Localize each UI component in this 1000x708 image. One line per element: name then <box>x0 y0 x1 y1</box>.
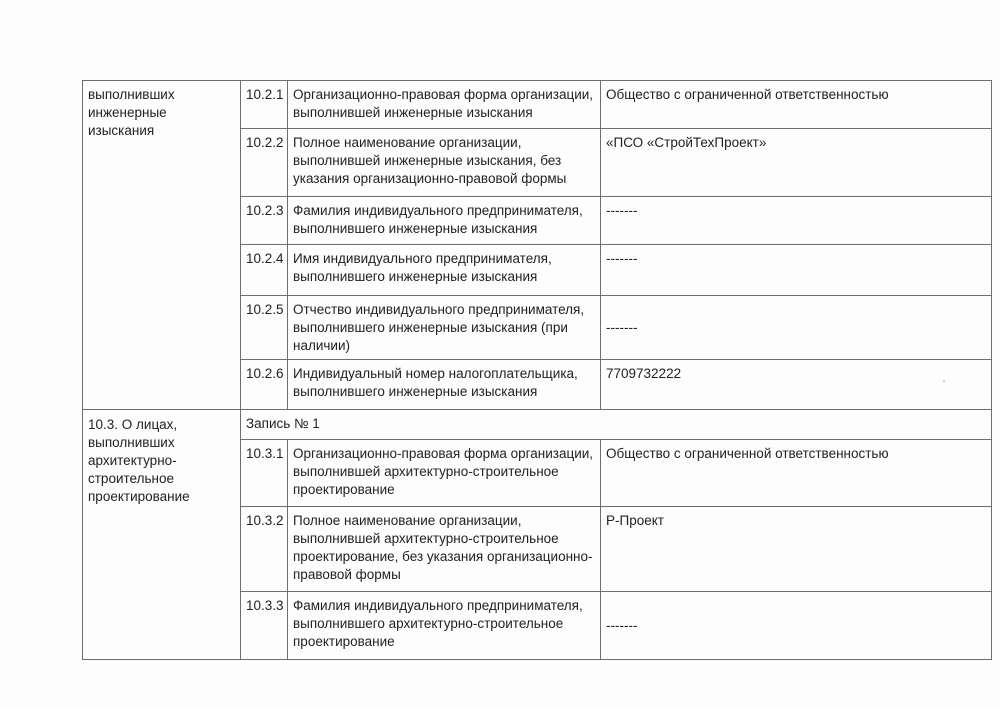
row-description: Организационно-правовая форма организации, выполнившей архитектурно-строительное проектирование <box>288 440 601 507</box>
row-description: Организационно-правовая форма организации, выполнившей инженерные изыскания <box>288 81 601 129</box>
record-label: Запись № 1 <box>241 410 992 440</box>
row-description: Индивидуальный номер налогоплательщика, выполнившего инженерные изыскания <box>288 360 601 410</box>
row-value: ------- <box>601 245 992 296</box>
row-number: 10.3.3 <box>241 592 288 660</box>
row-number: 10.2.4 <box>241 245 288 296</box>
row-number: 10.3.2 <box>241 507 288 592</box>
row-description: Полное наименование организации, выполнившей инженерные изыскания, без указания организационно-правовой формы <box>288 129 601 197</box>
row-value: «ПСО «СтройТехПроект» <box>601 129 992 197</box>
row-description: Фамилия индивидуального предпринимателя, выполнившего архитектурно-строительное проектирование <box>288 592 601 660</box>
row-number: 10.2.5 <box>241 296 288 360</box>
row-number: 10.2.2 <box>241 129 288 197</box>
table-row <box>83 410 992 440</box>
row-value: Общество с ограниченной ответственностью <box>601 440 992 507</box>
row-description: Имя индивидуального предпринимателя, выполнившего инженерные изыскания <box>288 245 601 296</box>
row-description: Полное наименование организации, выполнившей архитектурно-строительное проектирование, без указания организационно-правовой формы <box>288 507 601 592</box>
scan-speck <box>943 380 945 382</box>
row-description: Фамилия индивидуального предпринимателя, выполнившего инженерные изыскания <box>288 197 601 245</box>
row-number: 10.2.6 <box>241 360 288 410</box>
row-value: ------- <box>601 197 992 245</box>
row-number: 10.2.3 <box>241 197 288 245</box>
declaration-table <box>82 80 992 660</box>
section-10-3-label: 10.3. О лицах, выполнивших архитектурно-строительное проектирование <box>83 410 241 660</box>
row-value: Общество с ограниченной ответственностью <box>601 81 992 129</box>
row-value: ------- <box>601 296 992 360</box>
row-number: 10.2.1 <box>241 81 288 129</box>
row-value: Р-Проект <box>601 507 992 592</box>
row-value: ------- <box>601 592 992 660</box>
table-row <box>83 81 992 129</box>
row-value: 7709732222 <box>601 360 992 410</box>
row-number: 10.3.1 <box>241 440 288 507</box>
section-10-2-label: выполнивших инженерные изыскания <box>83 81 241 410</box>
row-description: Отчество индивидуального предпринимателя, выполнившего инженерные изыскания (при наличии) <box>288 296 601 360</box>
